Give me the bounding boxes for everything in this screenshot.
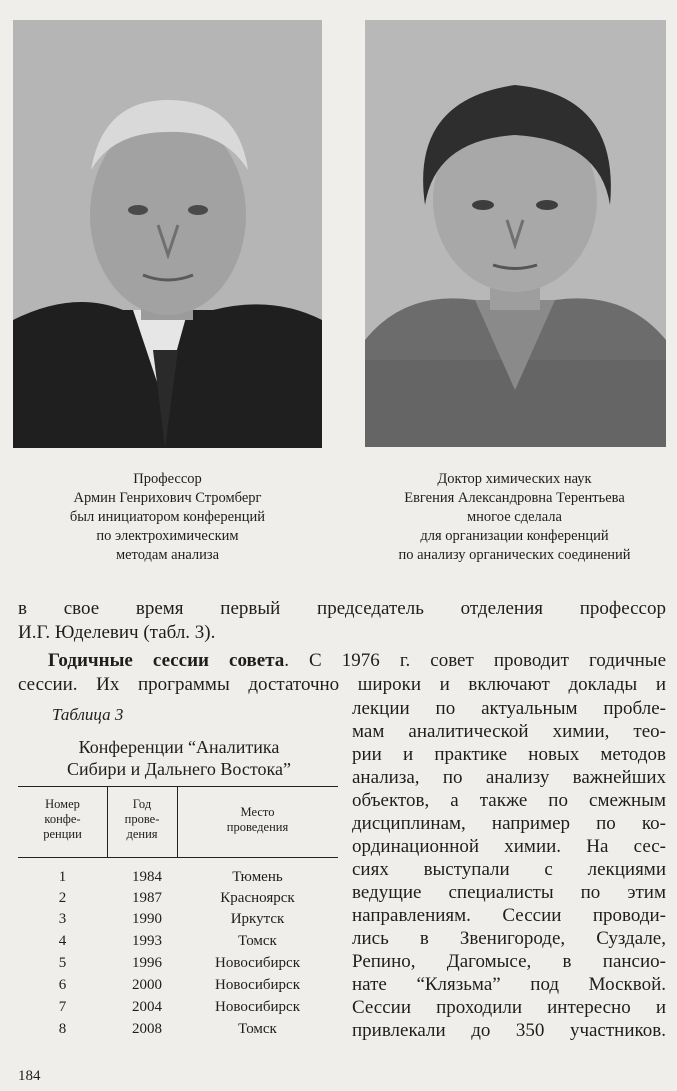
body-text-line: ведущие специалисты по этим	[352, 882, 666, 903]
table-cell-year: 1996	[132, 955, 162, 971]
body-text-line: И.Г. Юделевич (табл. 3).	[18, 622, 216, 643]
table-header-year	[107, 797, 177, 842]
caption-line: по электрохимическим	[96, 528, 239, 544]
table-header-rule	[18, 857, 338, 858]
table-label: Таблица 3	[52, 705, 124, 724]
table-cell-number: 5	[58, 955, 67, 971]
body-text-line: лекции по актуальным пробле-	[352, 698, 666, 719]
body-text-line: мам аналитической химии, тео-	[352, 721, 666, 742]
table-cell-place: Новосибирск	[215, 977, 300, 993]
table-cell-number: 8	[58, 1021, 67, 1037]
caption-line: методам анализа	[115, 547, 220, 563]
body-text-line: нате “Клязьма” под Москвой.	[352, 974, 666, 995]
photo-caption-left	[13, 470, 322, 565]
photo-caption-right	[352, 470, 677, 565]
body-text-line: в свое время первый председатель отделения профессор	[18, 598, 666, 619]
table-header-place	[177, 805, 338, 835]
right-column-text	[352, 697, 666, 1042]
header-line: Место	[240, 805, 275, 819]
table-cell-year: 1987	[132, 890, 162, 906]
body-text-line: Репино, Дагомысе, в пансио-	[352, 951, 666, 972]
header-line: ренции	[43, 827, 82, 841]
table-cell-year: 1984	[132, 869, 162, 885]
portrait-photo-right	[365, 20, 666, 447]
table-title	[18, 736, 340, 780]
table-cell-place: Томск	[238, 1021, 277, 1037]
table-header-number	[18, 797, 107, 842]
table-top-rule	[18, 786, 338, 787]
woman-portrait-illustration	[365, 20, 666, 447]
table-cell-place: Иркутск	[230, 911, 285, 927]
body-text-line: дисциплинам, например по ко-	[352, 813, 666, 834]
table-cell-number: 2	[58, 890, 67, 906]
table-cell-place: Томск	[238, 933, 277, 949]
body-text-line: рии и практике новых методов	[352, 744, 666, 765]
table-cell-number: 1	[58, 869, 67, 885]
caption-line: Армин Генрихович Стромберг	[73, 490, 262, 506]
header-line: дения	[126, 827, 158, 841]
table-cell-place: Тюмень	[232, 869, 283, 885]
body-text-line: привлекали до 350 участников.	[352, 1020, 666, 1041]
section-heading: Годичные сессии совета	[48, 650, 285, 671]
table-cell-place: Новосибирск	[215, 955, 300, 971]
caption-line: для организации конференций	[420, 528, 609, 544]
header-line: конфе-	[44, 812, 81, 826]
portrait-photo-left	[13, 20, 322, 448]
caption-line: Профессор	[133, 471, 202, 487]
table-cell-place: Красноярск	[220, 890, 295, 906]
table-cell-year: 2000	[132, 977, 162, 993]
caption-line: был инициатором конференций	[69, 509, 266, 525]
caption-line: по анализу органических соединений	[398, 547, 631, 563]
caption-line: Доктор химических наук	[437, 471, 592, 487]
caption-line: Евгения Александровна Терентьева	[404, 490, 625, 506]
table-cell-number: 3	[58, 911, 67, 927]
header-line: Номер	[45, 797, 80, 811]
table-cell-year: 1993	[132, 933, 162, 949]
body-text-line: анализа, по анализу важнейших	[352, 767, 666, 788]
body-text-line: Сессии проходили интересно и	[352, 997, 666, 1018]
table-cell-place: Новосибирск	[215, 999, 300, 1015]
body-text-line	[48, 649, 666, 672]
table-cell-number: 6	[58, 977, 67, 993]
table-cell-year: 1990	[132, 911, 162, 927]
body-text-line: направлениям. Сессии проводи-	[352, 905, 666, 926]
table-cell-year: 2004	[132, 999, 162, 1015]
header-line: Год	[132, 797, 152, 811]
body-text-line: сессии. Их программы достаточно широки и включают доклады и	[18, 674, 666, 695]
table-cell-year: 2008	[132, 1021, 162, 1037]
body-text-line: лись в Звенигороде, Суздале,	[352, 928, 666, 949]
table-cell-number: 4	[58, 933, 67, 949]
page-number: 184	[18, 1068, 41, 1084]
header-line: прове-	[124, 812, 160, 826]
table-cell-number: 7	[58, 999, 67, 1015]
header-line: проведения	[226, 820, 289, 834]
body-text-line: объектов, а также по смежным	[352, 790, 666, 811]
body-text-line: сиях выступали с лекциями	[352, 859, 666, 880]
body-text-fragment: . С 1976 г. совет проводит годичные	[284, 650, 667, 671]
table-title-line: Сибири и Дальнего Востока”	[67, 759, 291, 779]
man-portrait-illustration	[13, 20, 322, 448]
body-text-line: ординационной химии. На сес-	[352, 836, 666, 857]
caption-line: многое сделала	[467, 509, 562, 525]
table-title-line: Конференции “Аналитика	[78, 737, 280, 757]
